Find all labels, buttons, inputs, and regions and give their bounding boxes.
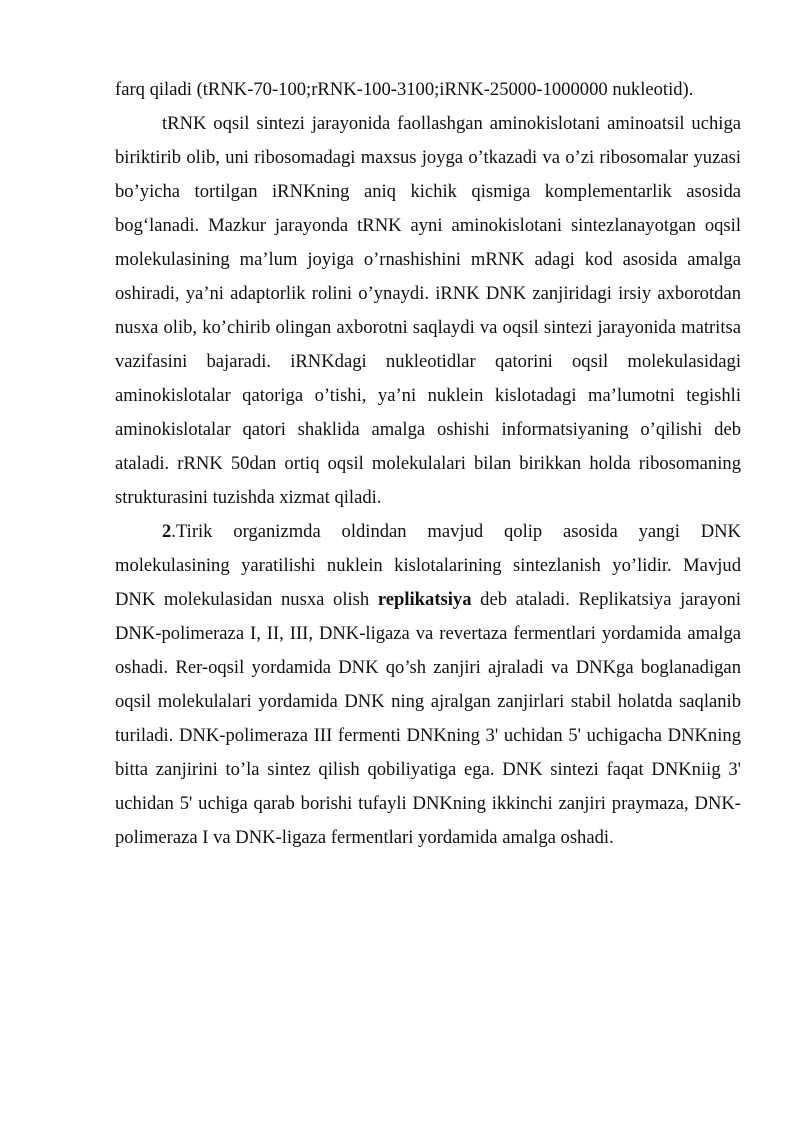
term-replikatsiya: replikatsiya xyxy=(377,589,472,610)
section-number: 2 xyxy=(162,521,172,542)
paragraph-replication xyxy=(115,515,741,855)
replication-text-part-1: .Tirik organizmda oldindan mavjud qolip asosida yangi DNK molekulasining yaratilishi nuklein kislotalarining sintezlanish yo’lidir. Mavjud DNK molekulasidan nusxa olish xyxy=(115,521,741,610)
paragraph-rna-functions: tRNK oqsil sintezi jarayonida faollashgan aminokislotani aminoatsil uchiga biriktirib olib, uni ribosomadagi maxsus joyga o’tkazadi va o’zi ribosomalar yuzasi bo’yicha tortilgan iRNKning aniq kichik qismiga komplementarlik asosida bog‘lanadi. Mazkur jarayonda tRNK ayni aminokislotani sintezlanayotgan oqsil molekulasining ma’lum joyiga o’rnashishini mRNK adagi kod asosida amalga oshiradi, ya’ni adaptorlik rolini o’ynaydi. iRNK DNK zanjiridagi irsiy axborotdan nusxa olib, ko’chirib olingan axborotni saqlaydi va oqsil sintezi jarayonida matritsa vazifasini bajaradi. iRNKdagi nukleotidlar qatorini oqsil molekulasidagi aminokislotalar qatoriga o’tishi, ya’ni nuklein kislotadagi ma’lumotni tegishli aminokislotalar qatori shaklida amalga oshishi informatsiyaning o’qilishi deb ataladi. rRNK 50dan ortiq oqsil molekulalari bilan birikkan holda ribosomaning strukturasini tuzishda xizmat qiladi. xyxy=(115,113,741,508)
replication-text-part-2: deb ataladi. Replikatsiya jarayoni DNK-polimeraza I, II, III, DNK-ligaza va revertaza fermentlari yordamida amalga oshadi. Rer-oqsil yordamida DNK qo’sh zanjiri ajraladi va DNKga boglanadigan oqsil molekulalari yordamida DNK ning ajralgan zanjirlari stabil holatda saqlanib turiladi. DNK-polimeraza III fermenti DNKning 3' uchidan 5' uchigacha DNKning bitta zanjirini to’la sintez qilish qobiliyatiga ega. DNK sintezi faqat DNKniig 3' uchidan 5' uchiga qarab borishi tufayli DNKning ikkinchi zanjiri praymaza, DNK-polimeraza I va DNK-ligaza fermentlari yordamida amalga oshadi. xyxy=(115,589,742,848)
document-page xyxy=(115,73,741,855)
paragraph-continuation: farq qiladi (tRNK-70-100;rRNK-100-3100;iRNK-25000-1000000 nukleotid). xyxy=(115,79,694,100)
